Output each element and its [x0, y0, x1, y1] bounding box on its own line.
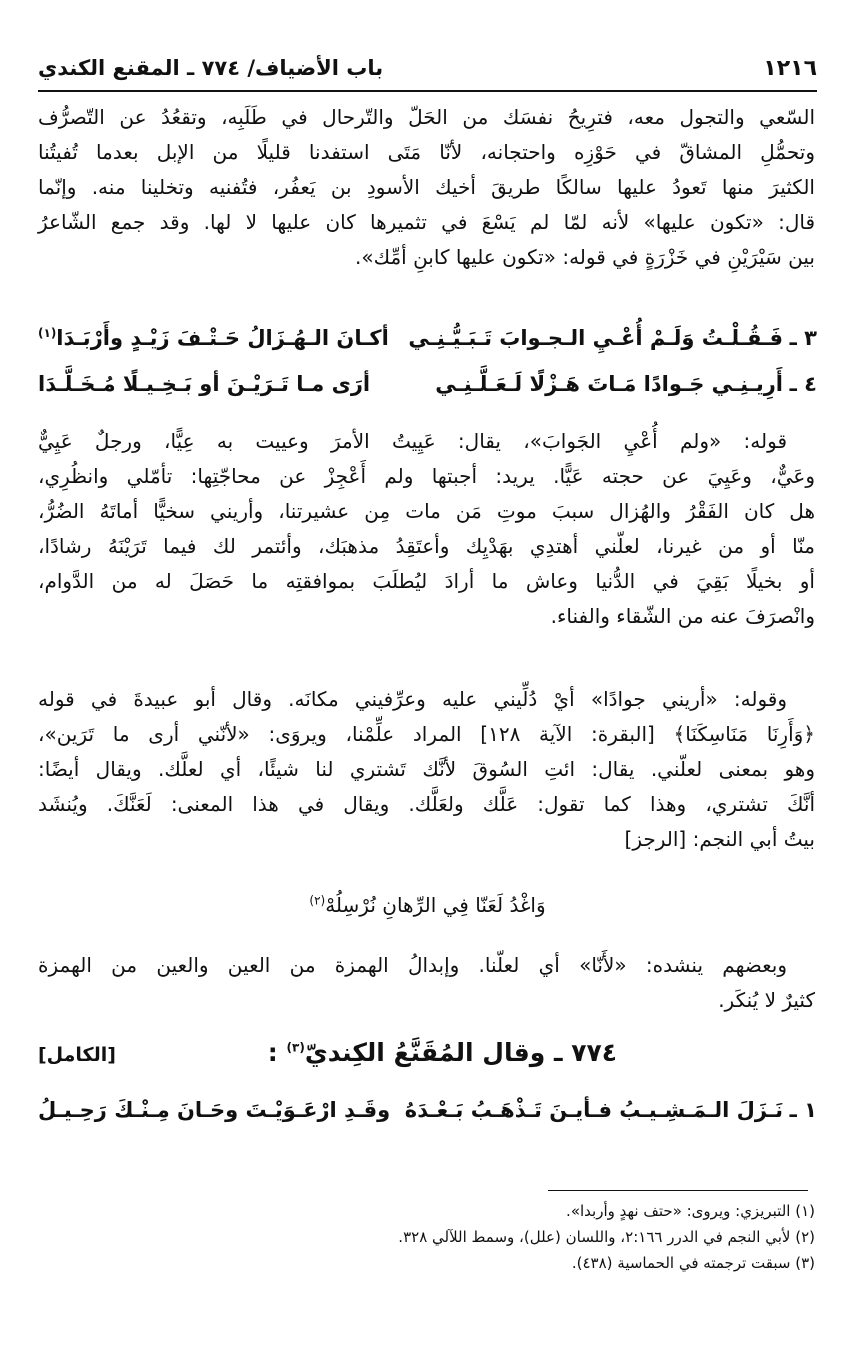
commentary-paragraph-2 — [38, 424, 815, 634]
text-line: أو بخيلًا بَقِيَ في الدُّنيا وعاش ما أرادَ ليُطلَبَ بموافقتِه ما حَصَلَ له من الدَّوام، — [38, 569, 815, 593]
verse-text: أكـانَ الـهُـزَالُ حَـتْـفَ زَيْـدٍ وأَرْبَـدَا — [56, 326, 389, 350]
text-line: كثيرٌ لا يُنكَر. — [718, 988, 815, 1012]
text-line: الكثيرَ منها تَعودُ عليها سالكًا طريقَ أخيك الأسودِ بن يَعفُر، فتُفنيه وتخلينا منه. وإنّما — [38, 175, 815, 199]
text-line: قال: «تكون عليها» لأنه لمّا لم يَسْعَ في تثميرها كان عليها لا لها. وقد جمع الشّاعرُ — [38, 210, 815, 234]
footnote-marker: (٣) — [286, 1040, 305, 1055]
commentary-paragraph-1 — [38, 100, 815, 275]
section-title — [268, 1038, 617, 1067]
page-number: ١٢١٦ — [763, 56, 817, 81]
verse-second-hemistich: وقَـدِ ارْعَـوَيْـتَ وحَـانَ مِـنْـكَ رَحِـيـلُ — [38, 1098, 391, 1122]
footnotes — [40, 1198, 815, 1276]
footnote-2: (٢) لأبي النجم في الدرر ٢:١٦٦، واللسان (علل)، وسمط اللآلي ٣٢٨. — [398, 1228, 815, 1246]
footnote-marker: (١) — [38, 326, 57, 340]
verse-first-hemistich: فَـقُـلْـتُ وَلَـمْ أُعْـيِ الـجـوابَ تَـبَـيُّـنِـي — [408, 326, 783, 350]
text-line: وقوله: «أريني جوادًا» أيْ دُلِّيني عليه وعرِّفيني مكانَه. وقال أبو عبيدةَ في قوله — [38, 687, 787, 711]
footnote-marker: (٢) — [309, 893, 326, 908]
text-line: هل كان الفَقْرُ والهُزال سببَ موتِ مَن مات مِن عشيرتنا، وأريني سخيًّا أماتَهُ الضُرُّ، — [38, 499, 815, 523]
page-header — [38, 50, 817, 92]
meter-label: [الكامل] — [38, 1044, 116, 1066]
footnote-1: (١) التبريزي: ويروى: «حتف نهدٍ وأربدا». — [566, 1202, 815, 1220]
verse-second-hemistich: أرَى مـا تَـرَيْـنَ أو بَـخِـيـلًا مُـخَـلَّـدَا — [38, 372, 371, 396]
text-line: وهو بمعنى لعلّني. يقال: ائتِ السُوقَ لأنَّك تَشتري لنا شيئًا، أي لعلَّك. ويقال أيضًا: — [38, 757, 815, 781]
text-line: ﴿وَأَرِنَا مَنَاسِكَنَا﴾ [البقرة: الآية ١٢٨] المراد علِّمْنا، ويروَى: «لأنّني أرى ما تَرَين»، — [38, 722, 815, 746]
footnote-3: (٣) سبقت ترجمته في الحماسية (٤٣٨). — [571, 1254, 815, 1272]
verse-second-hemistich — [38, 326, 389, 350]
verse-1-next-poem — [38, 1098, 817, 1138]
footnote-divider — [548, 1190, 808, 1191]
running-title: باب الأضياف/ ٧٧٤ ـ المقنع الكندي — [38, 56, 384, 80]
verse-first-hemistich: نَـزَلَ الـمَـشِـيـبُ فـأيـنَ تَـذْهَـبُ بَـعْـدَهُ — [404, 1098, 783, 1122]
text-line: قوله: «ولم أُعْيِ الجَوابَ»، يقال: عَيِيتُ الأمرَ وعييت به عِيًّا، ورجلٌ عَيِيٌّ — [38, 429, 787, 453]
text-line: منّا أو من غيرنا، لعلّني أهتدِي بهَدْيِك وأعتَقِدُ مذهبَك، وأئتمر لك فيما تَرَيْنَهُ رشادًا، — [38, 534, 815, 558]
commentary-paragraph-3 — [38, 682, 815, 857]
text-line: بين سَيْرَيْنِ في خَزْرَةٍ في قوله: «تكون عليها كابنِ أمِّك». — [355, 245, 815, 269]
verse-number: ١ ـ — [789, 1098, 817, 1122]
text-line: السّعي والتجول معه، فترِيحُ نفسَك من الحَلّ والتّرحال في طَلَبِه، وتقعُدُ عن التّصرُّف — [38, 105, 815, 129]
verse-number: ٤ ـ — [789, 372, 817, 396]
text-line: بيتُ أبي النجم: [الرجز] — [624, 827, 815, 851]
rajaz-verse — [0, 893, 855, 917]
verse-number: ٣ ـ — [789, 326, 817, 350]
text-line: وعَيٌّ، وعَيِيَ عن حجته عَيًّا. يريد: أجبتها ولم أَعْجِزْ عن محاجّتِها: تأمّلي وانظُرِي، — [38, 464, 815, 488]
verse-4 — [38, 372, 817, 412]
verse-first-hemistich: أَرِيـنِـي جَـوادًا مَـاتَ هَـزْلًا لَـعَـلَّـنِـي — [435, 372, 783, 396]
text-line: وبعضهم ينشده: «لأَنّا» أي لعلّنا. وإبدالُ الهمزة من العين والعين من الهمزة — [38, 953, 787, 977]
text-line: وتحمُّلِ المشاقّ في حَوْزِه واحتجانه، لأنّا مَتَى استفدنا قليلًا من الإبل بعدما تُفيتُنا — [38, 140, 815, 164]
text-line: أنَّكَ تشتري، وهذا كما تقول: عَلَّك ولعَلَّك. ويقال في هذا المعنى: لَعَنَّكَ. ويُنشَد — [38, 792, 815, 816]
commentary-paragraph-4 — [38, 948, 815, 1018]
verse-3 — [38, 326, 817, 366]
section-heading — [38, 1038, 817, 1082]
section-title-text: ٧٧٤ ـ وقال المُقَنَّعُ الكِنديّ — [304, 1038, 617, 1067]
text-line: وانْصرَفَ عنه من الشّقاء والفناء. — [550, 604, 815, 628]
section-colon: : — [267, 1038, 278, 1067]
rajaz-text: وَاغْدُ لَعَنّا فِي الرِّهانِ نُرْسِلُهْ — [325, 893, 546, 917]
